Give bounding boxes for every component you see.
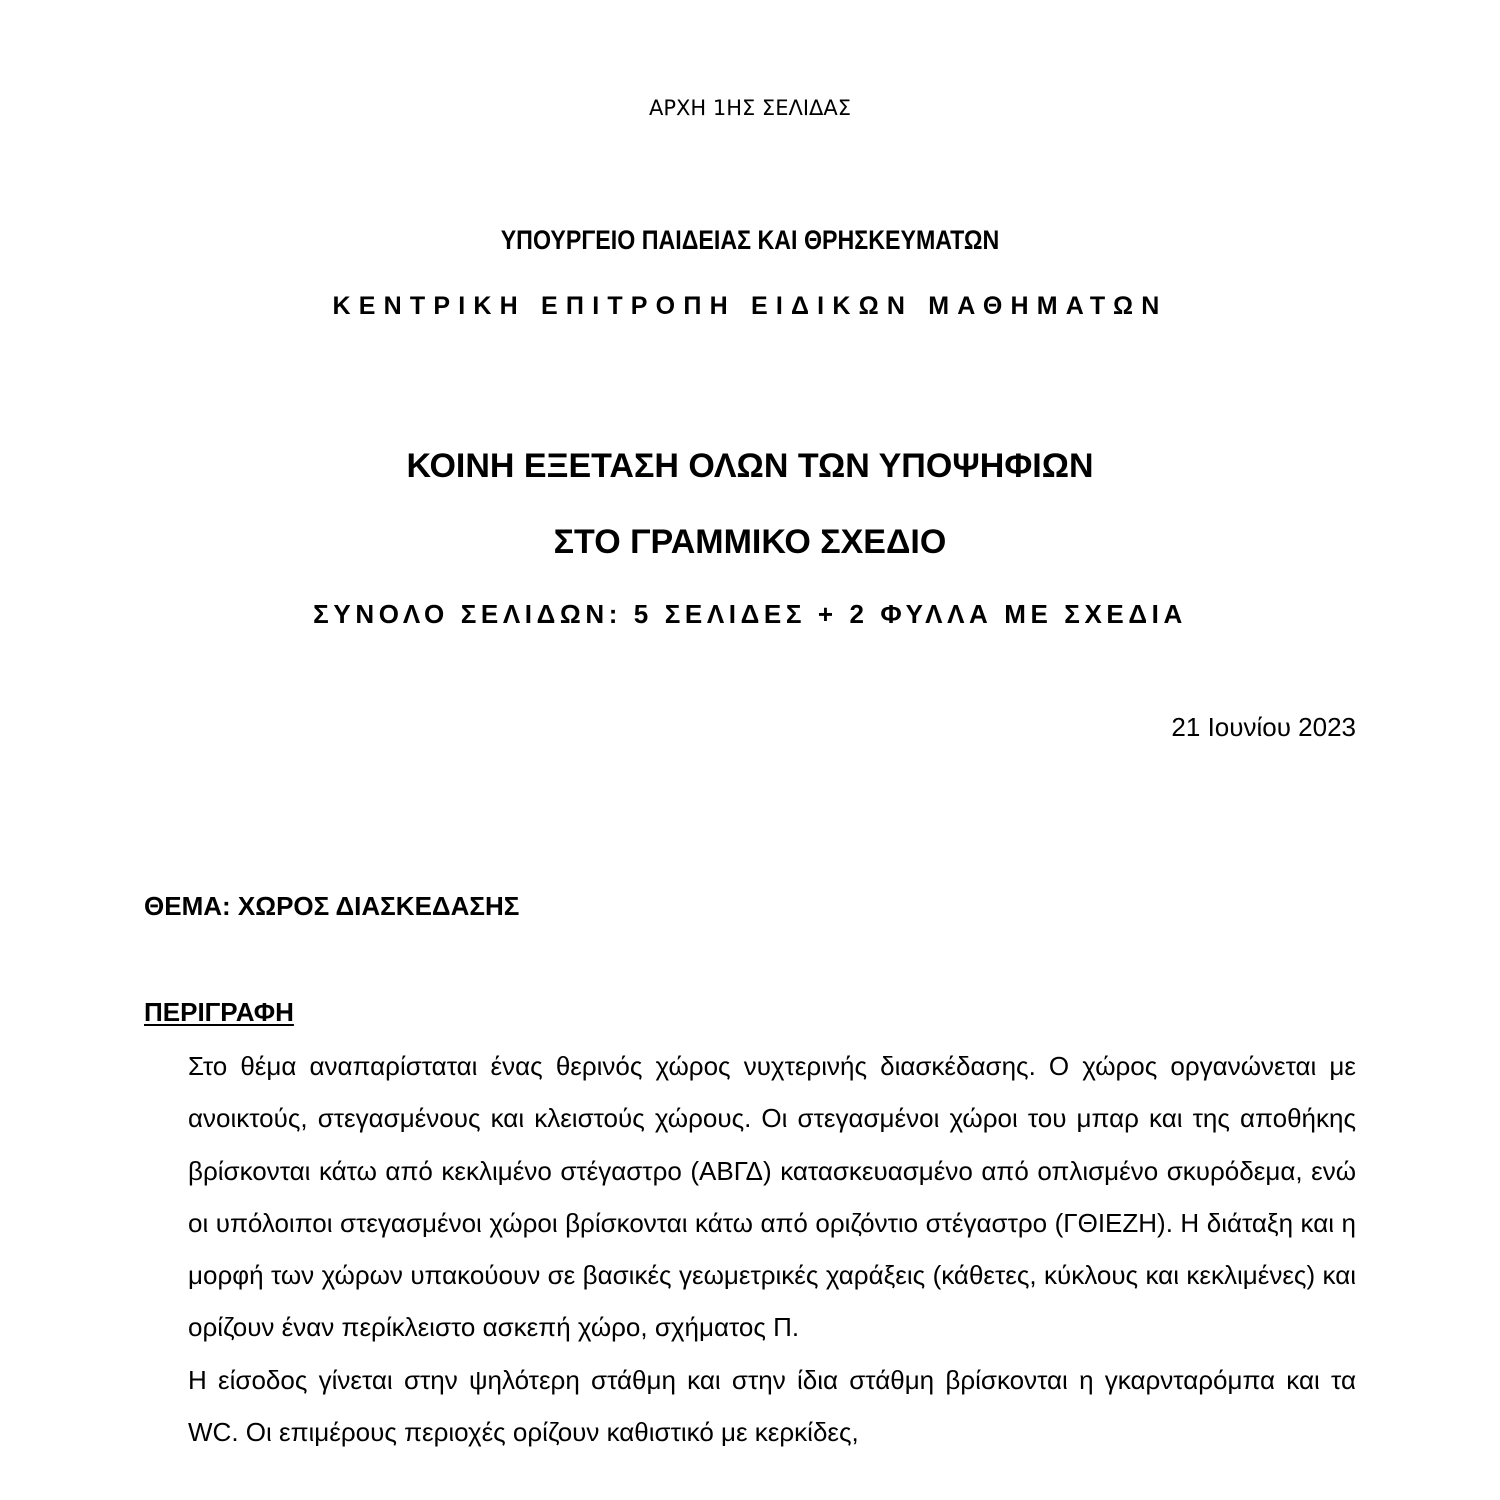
theme-title: ΘΕΜΑ: ΧΩΡΟΣ ΔΙΑΣΚΕΔΑΣΗΣ xyxy=(144,891,520,921)
description-heading: ΠΕΡΙΓΡΑΦΗ xyxy=(144,997,294,1027)
description-paragraph-2: Η είσοδος γίνεται στην ψηλότερη στάθμη και στην ίδια στάθμη βρίσκονται η γκαρνταρόμπα και τα WC. Οι επιμέρους περιοχές ορίζουν καθιστικό με κερκίδες, xyxy=(188,1364,1356,1448)
exam-title: ΚΟΙΝΗ ΕΞΕΤΑΣΗ ΟΛΩΝ ΤΩΝ ΥΠΟΨΗΦΙΩΝ xyxy=(406,447,1094,485)
page-header: ΑΡΧΗ 1ΗΣ ΣΕΛΙΔΑΣ xyxy=(648,96,852,120)
page-count: ΣΥΝΟΛΟ ΣΕΛΙΔΩΝ: 5 ΣΕΛΙΔΕΣ + 2 ΦΥΛΛΑ ΜΕ ΣΧΕΔΙΑ xyxy=(313,599,1187,629)
description-paragraph-1: Στο θέμα αναπαρίσταται ένας θερινός χώρος νυχτερινής διασκέδασης. Ο χώρος οργανώνεται με ανοικτούς, στεγασμένους και κλειστούς χώρους. Οι στεγασμένοι χώροι του μπαρ και της αποθήκης βρίσκονται κάτω από κεκλιμένο στέγαστρο (ΑΒΓΔ) κατασκευασμένο από οπλισμένο σκυρόδεμα, ενώ οι υπόλοιποι στεγασμένοι χώροι βρίσκονται κάτω από οριζόντιο στέγαστρο (ΓΘΙΕΖΗ). Η διάταξη και η μορφή των χώρων υπακούουν σε βασικές γεωμετρικές χαράξεις (κάθετες, κύκλους και κεκλιμένες) και ορίζουν έναν περίκλειστο ασκεπή χώρο, σχήματος Π. xyxy=(188,1051,1356,1343)
committee-title: ΚΕΝΤΡΙΚΗ ΕΠΙΤΡΟΠΗ ΕΙΔΙΚΩΝ ΜΑΘΗΜΑΤΩΝ xyxy=(332,292,1168,320)
ministry-title: ΥΠΟΥΡΓΕΙΟ ΠΑΙΔΕΙΑΣ ΚΑΙ ΘΡΗΣΚΕΥΜΑΤΩΝ xyxy=(500,225,1000,255)
exam-date: 21 Ιουνίου 2023 xyxy=(1171,712,1356,742)
exam-subject: ΣΤΟ ΓΡΑΜΜΙΚΟ ΣΧΕΔΙΟ xyxy=(553,523,947,561)
description-body xyxy=(188,1040,1356,1458)
